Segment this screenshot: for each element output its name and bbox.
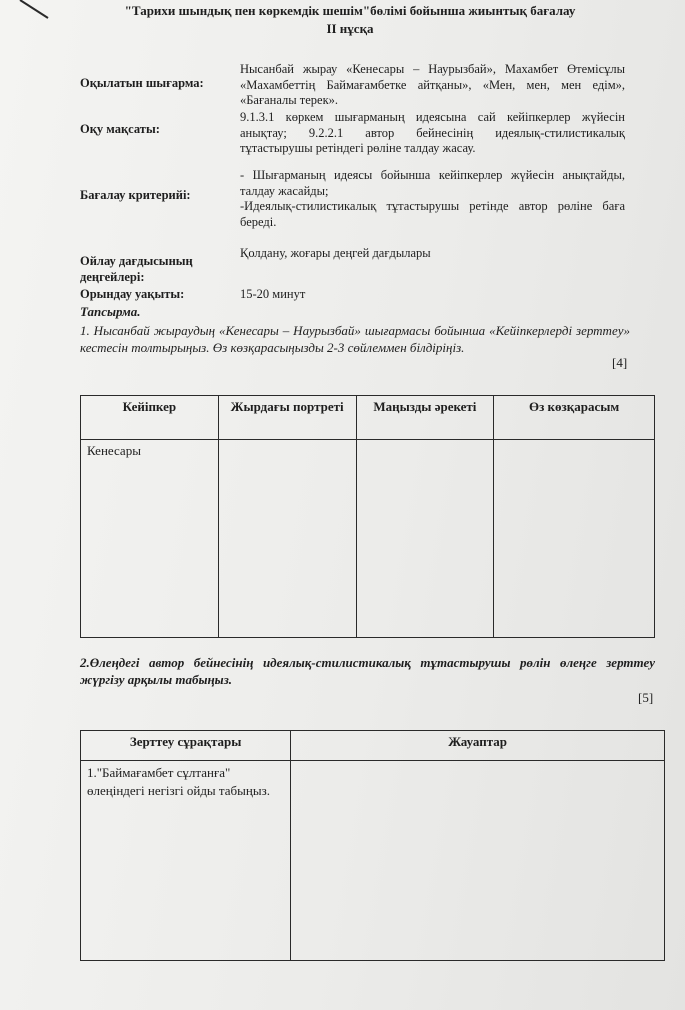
cell-portrait[interactable] — [218, 440, 356, 638]
col-header-opinion: Өз көзқарасым — [494, 396, 655, 440]
criteria-item-2: -Идеялық-стилистикалық тұтастырушы ретінде автор рөліне баға береді. — [240, 199, 625, 229]
research-table-header-row — [81, 731, 665, 761]
meta-work — [80, 62, 640, 114]
question-1: 1. Нысанбай жыраудың «Кенесары – Наурызбай» шығармасы бойынша «Кейіпкерлерді зерттеу» кестесін толтырыңыз. Өз көзқарасыңызды 2-3 сөйлеммен білдіріңіз. — [80, 323, 630, 355]
meta-criteria — [80, 168, 640, 248]
characters-table — [80, 395, 655, 638]
cell-character[interactable]: Кенесары — [81, 440, 219, 638]
document-variant: II нұсқа — [326, 21, 374, 36]
table-row — [81, 440, 655, 638]
cell-action[interactable] — [356, 440, 494, 638]
meta-goal — [80, 110, 640, 170]
col-header-questions: Зерттеу сұрақтары — [81, 731, 291, 761]
cell-question: 1."Баймағамбет сұлтанға" өлеңіндегі негізгі ойды табыңыз. — [81, 761, 291, 961]
levels-label: Ойлау дағдысының деңгейлері: — [80, 254, 193, 284]
document-header — [80, 0, 620, 38]
col-header-character: Кейіпкер — [81, 396, 219, 440]
characters-table-header-row — [81, 396, 655, 440]
cell-opinion[interactable] — [494, 440, 655, 638]
time-label: Орындау уақыты: — [80, 287, 185, 301]
document-title: "Тарихи шындық пен көркемдік шешім"бөлімі бойынша жиынтық бағалау — [124, 3, 576, 18]
meta-time — [80, 287, 640, 305]
cell-answer[interactable] — [291, 761, 665, 961]
corner-fold-mark — [0, 0, 60, 30]
col-header-portrait: Жырдағы портреті — [218, 396, 356, 440]
question-2: 2.Өлеңдегі автор бейнесінің идеялық-стилистикалық тұтастырушы рөлін өлеңге зерттеу жүргізу арқылы табыңыз. — [80, 655, 655, 687]
work-label: Оқылатын шығарма: — [80, 76, 204, 90]
criteria-label: Бағалау критерийі: — [80, 188, 191, 202]
work-value: Нысанбай жырау «Кенесары – Наурызбай», Махамбет Өтемісұлы «Махамбеттің Баймағамбетке айтқаны», «Мен, мен, мен едім», «Бағаналы терек». — [240, 62, 625, 107]
question-1-score: [4] — [612, 355, 628, 370]
research-table — [80, 730, 665, 961]
table-row — [81, 761, 665, 961]
goal-label: Оқу мақсаты: — [80, 122, 160, 136]
time-value: 15-20 минут — [240, 287, 306, 301]
col-header-answers: Жауаптар — [291, 731, 665, 761]
meta-levels — [80, 246, 640, 282]
goal-value: 9.1.3.1 көркем шығарманың идеясына сай кейіпкерлер жүйесін анықтау; 9.2.2.1 автор бейнесінің идеялық-стилистикалық тұтастырушы ретіндегі рөліне талдау жасау. — [240, 110, 625, 155]
col-header-action: Маңызды әрекеті — [356, 396, 494, 440]
question-2-score: [5] — [638, 690, 654, 705]
criteria-item-1: - Шығарманың идеясы бойынша кейіпкерлер жүйесін анықтайды, талдау жасайды; — [240, 168, 625, 198]
task-title: Тапсырма. — [80, 304, 141, 319]
levels-value: Қолдану, жоғары деңгей дағдылары — [240, 246, 431, 260]
